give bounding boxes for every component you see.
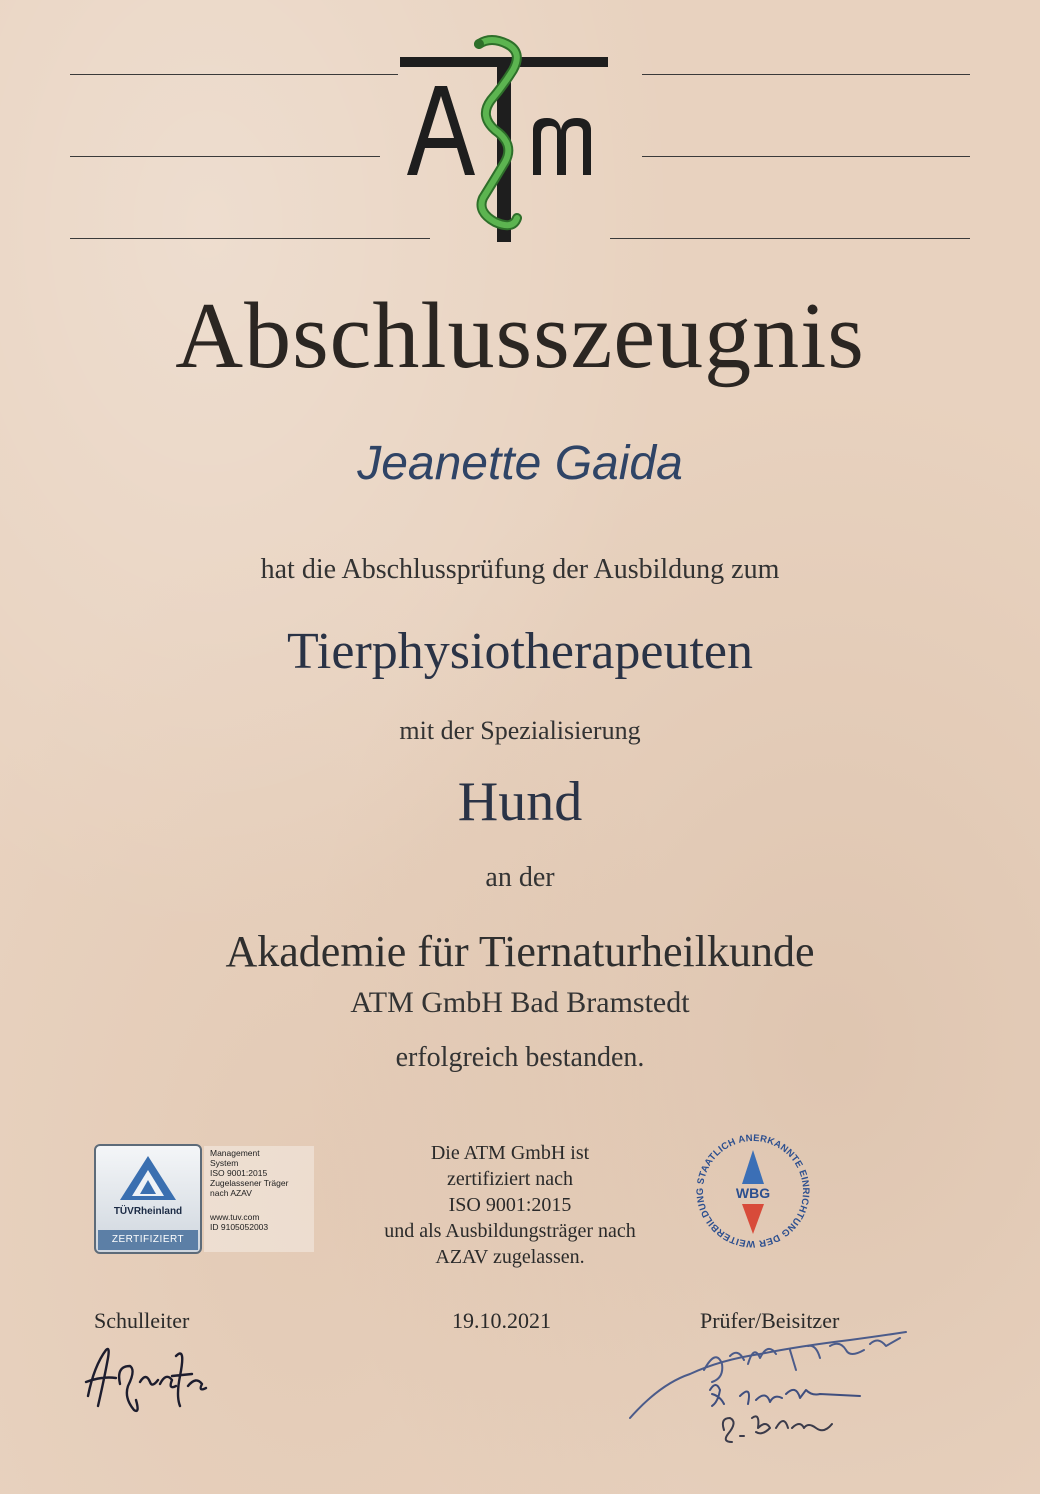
director-signature [80, 1336, 210, 1416]
tuv-certified-band: ZERTIFIZIERT [98, 1230, 198, 1250]
wbg-down-arrow-icon [742, 1204, 764, 1234]
exam-statement: hat die Abschlussprüfung der Ausbildung zum [260, 554, 780, 585]
svg-text:STAATLICH ANERKANNTE EINRICHTU: STAATLICH ANERKANNTE EINRICHTUNG DER WEITERBILDUNG [694, 1132, 812, 1250]
atm-logo [395, 30, 610, 245]
tuv-id: ID 9105052003 [210, 1222, 269, 1232]
header-rule-right-3 [610, 238, 970, 239]
recipient-name: Jeanette Gaida [357, 437, 683, 490]
academy-name: Akademie für Tiernaturheilkunde [225, 927, 815, 976]
at-the-text: an der [485, 862, 555, 893]
header-rule-left-1 [70, 74, 398, 75]
wbg-up-arrow-icon [742, 1150, 764, 1184]
examiner-signatures [620, 1324, 920, 1464]
tuv-info-line: Management [210, 1148, 260, 1158]
tuv-info-panel [204, 1146, 314, 1252]
certification-text [350, 1140, 670, 1270]
wbg-label: WBG [735, 1185, 771, 1201]
certification-line: und als Ausbildungsträger nach [384, 1220, 636, 1242]
certification-line: Die ATM GmbH ist [430, 1142, 590, 1164]
header-rule-left-2 [70, 156, 380, 157]
tuv-logo-box [94, 1144, 202, 1254]
tuv-info-line: Zugelassener Träger [210, 1178, 289, 1188]
tuv-info-line: ISO 9001:2015 [210, 1168, 268, 1178]
certification-line: AZAV zugelassen. [435, 1246, 585, 1268]
tuv-web: www.tuv.com [210, 1212, 260, 1222]
examiner-label: Prüfer/Beisitzer [700, 1308, 840, 1333]
header-rule-right-2 [642, 156, 970, 157]
tuv-info-line: nach AZAV [210, 1188, 252, 1198]
certification-line: zertifiziert nach [446, 1168, 574, 1190]
header-rule-right-1 [642, 74, 970, 75]
tuv-brand: TÜVRheinland [113, 1206, 183, 1217]
certification-line: ISO 9001:2015 [448, 1194, 572, 1216]
certificate-title: Abschlusszeugnis [175, 284, 865, 388]
course-name: Tierphysiotherapeuten [287, 623, 753, 680]
academy-location: ATM GmbH Bad Bramstedt [350, 986, 690, 1019]
school-director-label: Schulleiter [94, 1308, 190, 1333]
tuv-info-line: System [210, 1158, 239, 1168]
wbg-seal [688, 1126, 818, 1256]
issue-date: 19.10.2021 [452, 1308, 551, 1333]
header-rule-left-3 [70, 238, 430, 239]
tuv-certificate-seal [94, 1144, 316, 1254]
tuv-triangle-icon [96, 1150, 200, 1206]
specialization: Hund [457, 771, 583, 833]
specialization-intro: mit der Spezialisierung [399, 716, 641, 745]
passed-statement: erfolgreich bestanden. [395, 1042, 645, 1073]
